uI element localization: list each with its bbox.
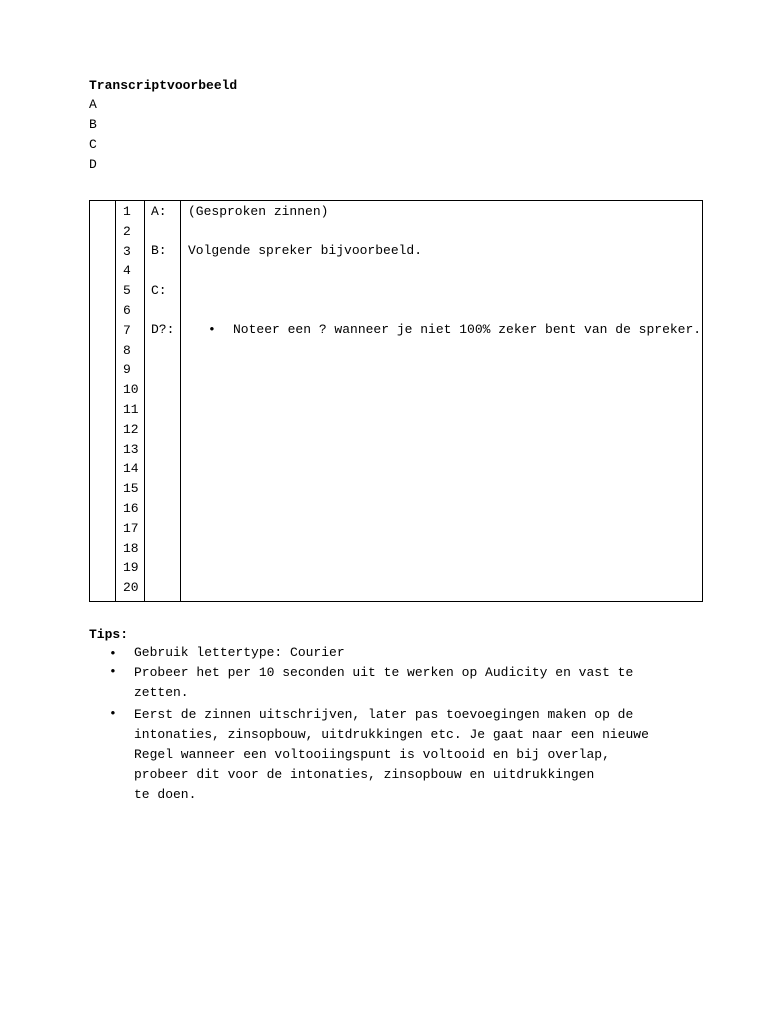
tip-text-line: Gebruik lettertype: Courier: [134, 645, 345, 660]
document-title: Transcriptvoorbeeld: [89, 78, 238, 93]
line-number: 4: [123, 263, 131, 279]
line-number: 15: [123, 481, 139, 497]
tips-list: [89, 645, 649, 807]
list-item: [89, 663, 649, 703]
speaker-label-d: D: [89, 157, 97, 172]
line-number: 8: [123, 342, 131, 358]
tip-text-line: zetten.: [134, 685, 189, 700]
bullet-icon: •: [109, 664, 117, 679]
utterance-cell: Volgende spreker bijvoorbeeld.: [188, 243, 423, 258]
speaker-label-b: B: [89, 117, 97, 132]
line-number: 11: [123, 402, 139, 417]
bullet-icon: •: [208, 322, 216, 337]
list-item: [89, 705, 649, 805]
speaker-cell: B:: [151, 243, 167, 258]
line-number: 14: [123, 461, 139, 477]
line-number-row: [90, 341, 702, 361]
line-number: 2: [123, 223, 131, 239]
line-number: 7: [123, 322, 131, 338]
line-number-row: [90, 519, 702, 539]
transcript-row: [90, 281, 702, 301]
line-number: 9: [123, 362, 131, 378]
line-number: 10: [123, 382, 139, 398]
speaker-label-a: A: [89, 97, 97, 112]
bullet-icon: •: [109, 706, 117, 721]
line-number: 17: [123, 520, 139, 536]
utterance-cell: Noteer een ? wanneer je niet 100% zeker bent van de spreker.: [233, 322, 702, 337]
transcript-row: [90, 320, 702, 340]
utterance-cell: (Gesproken zinnen): [188, 204, 329, 219]
speaker-cell: A:: [151, 204, 167, 219]
line-number: 13: [123, 441, 139, 457]
speaker-cell: D?:: [151, 322, 175, 337]
list-item: [89, 645, 649, 661]
line-number-row: [90, 380, 702, 400]
line-number-row: [90, 222, 702, 242]
tip-text-line: intonaties, zinsopbouw, uitdrukkingen etc. Je gaat naar een nieuwe: [134, 727, 649, 742]
line-number: 1: [123, 204, 131, 219]
line-number-row: [90, 420, 702, 440]
line-number-row: [90, 459, 702, 479]
tip-text-line: Probeer het per 10 seconden uit te werken op Audicity en vast te: [134, 665, 634, 680]
tips-heading: Tips:: [89, 627, 129, 642]
line-number-row: [90, 301, 702, 321]
bullet-icon: •: [109, 646, 117, 661]
transcript-row: [90, 202, 702, 222]
line-number: 20: [123, 580, 139, 596]
line-number-row: [90, 499, 702, 519]
transcript-table: [89, 200, 703, 602]
line-number-row: [90, 261, 702, 281]
tip-text-line: te doen.: [134, 787, 197, 802]
line-number: 19: [123, 560, 139, 576]
line-number-row: [90, 539, 702, 559]
tip-text-line: Regel wanneer een voltooiingspunt is voltooid en bij overlap,: [134, 747, 610, 762]
line-number-row: [90, 360, 702, 380]
line-number-row: [90, 400, 702, 420]
line-number-row: [90, 440, 702, 460]
line-number: 6: [123, 303, 131, 318]
line-number-row: [90, 578, 702, 598]
line-number: 5: [123, 283, 131, 299]
speaker-list: [89, 97, 97, 177]
line-number: 3: [123, 243, 131, 259]
transcript-row: [90, 241, 702, 261]
speaker-cell: C:: [151, 283, 167, 298]
tip-text-line: Eerst de zinnen uitschrijven, later pas toevoegingen maken op de: [134, 707, 634, 722]
tip-text-line: probeer dit voor de intonaties, zinsopbouw en uitdrukkingen: [134, 767, 595, 782]
line-number: 18: [123, 540, 139, 556]
speaker-label-c: C: [89, 137, 97, 152]
line-number-row: [90, 558, 702, 578]
line-number-row: [90, 479, 702, 499]
line-number: 16: [123, 501, 139, 516]
line-number: 12: [123, 421, 139, 437]
